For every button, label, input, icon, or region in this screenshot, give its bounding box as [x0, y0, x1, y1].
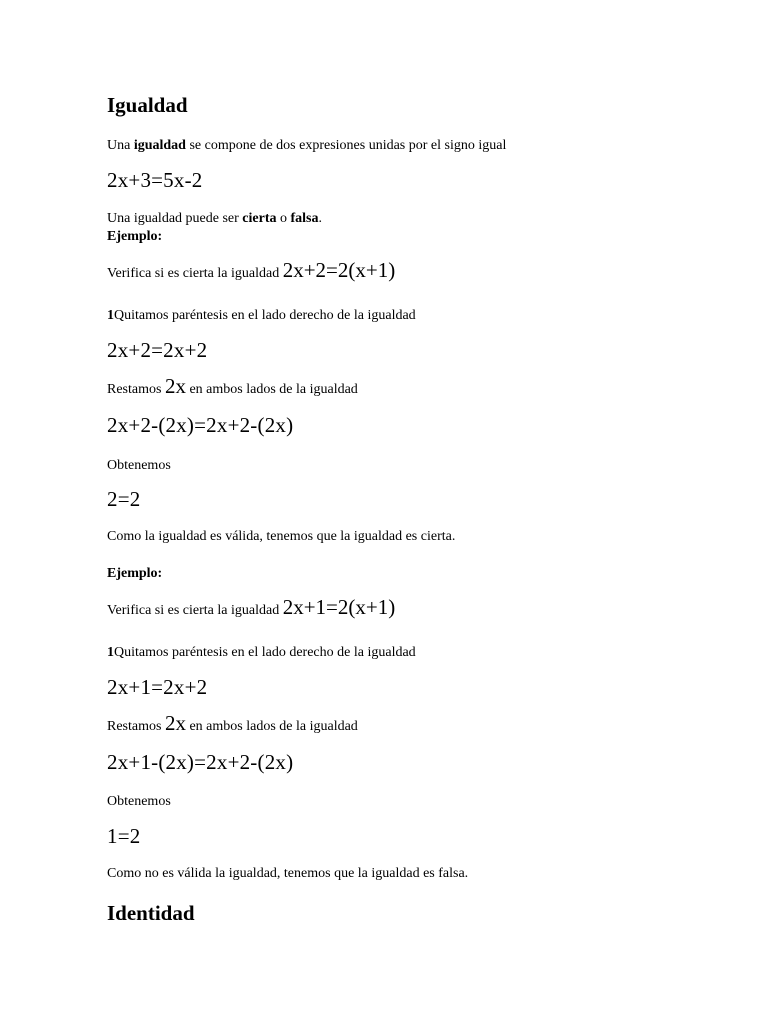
intro-paragraph — [107, 137, 506, 154]
step2-post: en ambos lados de la igualdad — [185, 719, 358, 734]
equation-step1: 2x+1=2x+2 — [107, 675, 208, 699]
step-number: 1 — [107, 308, 114, 323]
cf-bold-falsa: falsa — [290, 211, 319, 226]
intro-pre: Una — [107, 138, 134, 153]
step-text: Quitamos paréntesis en el lado derecho de la igualdad — [114, 308, 416, 323]
step1-line — [107, 644, 416, 661]
step2-post: en ambos lados de la igualdad — [185, 382, 358, 397]
verify-text: Verifica si es cierta la igualdad — [107, 603, 283, 618]
step2-pre: Restamos — [107, 719, 165, 734]
example-label — [107, 565, 162, 582]
section-heading-igualdad: Igualdad — [107, 93, 188, 117]
cf-pre: Una igualdad puede ser — [107, 211, 243, 226]
equation-step1: 2x+2=2x+2 — [107, 338, 208, 362]
cierta-falsa-paragraph — [107, 210, 322, 227]
cf-post: . — [318, 211, 322, 226]
step1-line — [107, 307, 416, 324]
verify-equation: 2x+1=2(x+1) — [282, 595, 396, 619]
cf-mid: o — [276, 211, 291, 226]
example-label-text: Ejemplo: — [107, 566, 163, 581]
equation-intro: 2x+3=5x-2 — [107, 168, 203, 192]
verify-text: Verifica si es cierta la igualdad — [107, 266, 283, 281]
equation-result: 1=2 — [107, 824, 141, 848]
intro-bold-term: igualdad — [133, 138, 186, 153]
example-label-text: Ejemplo: — [107, 229, 163, 244]
step2-line — [107, 713, 358, 735]
verify-equation: 2x+2=2(x+1) — [282, 258, 396, 282]
step2-pre: Restamos — [107, 382, 165, 397]
obtenemos-text: Obtenemos — [107, 794, 171, 809]
section-heading-identidad: Identidad — [107, 901, 195, 925]
intro-post: se compone de dos expresiones unidas por el signo igual — [185, 138, 507, 153]
equation-step2: 2x+1-(2x)=2x+2-(2x) — [107, 750, 294, 774]
step-number: 1 — [107, 645, 114, 660]
equation-step2: 2x+2-(2x)=2x+2-(2x) — [107, 413, 294, 437]
step2-equation: 2x — [164, 374, 186, 398]
cf-bold-cierta: cierta — [242, 211, 277, 226]
example-label — [107, 228, 162, 245]
conclusion-text: Como no es válida la igualdad, tenemos que la igualdad es falsa. — [107, 866, 469, 881]
verify-line — [107, 597, 395, 619]
verify-line — [107, 260, 395, 282]
conclusion-text: Como la igualdad es válida, tenemos que la igualdad es cierta. — [107, 529, 456, 544]
equation-result: 2=2 — [107, 487, 141, 511]
obtenemos-text: Obtenemos — [107, 458, 171, 473]
step2-line — [107, 376, 358, 398]
step-text: Quitamos paréntesis en el lado derecho de la igualdad — [114, 645, 416, 660]
step2-equation: 2x — [164, 711, 186, 735]
